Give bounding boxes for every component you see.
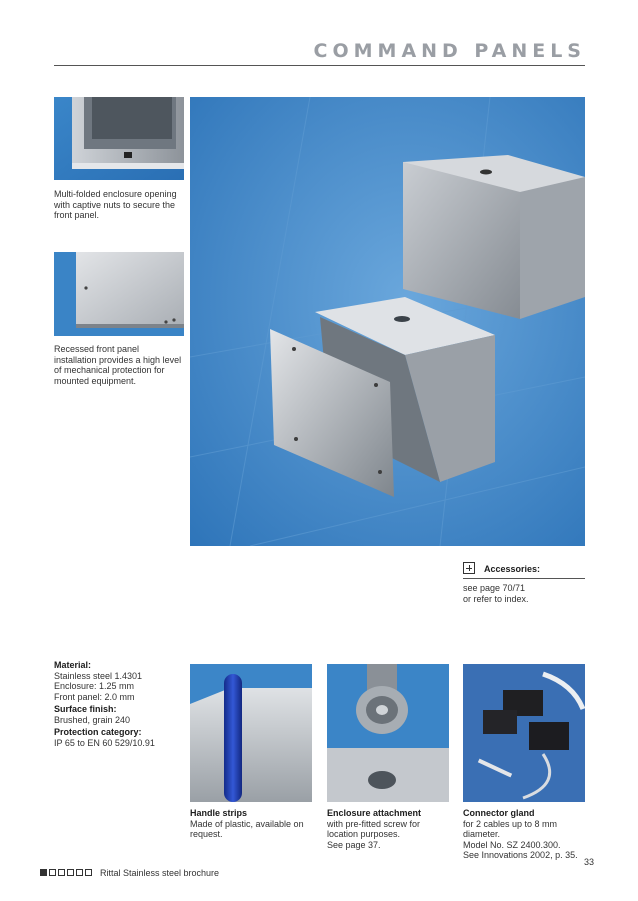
caption-line: diameter. (463, 829, 501, 839)
header-divider (54, 65, 585, 66)
caption-line: location purposes. (327, 829, 401, 839)
brochure-title: Rittal Stainless steel brochure (100, 868, 220, 878)
plus-icon (463, 562, 475, 574)
enclosure-attachment-caption (327, 808, 451, 850)
connector-gland-title: Connector gland (463, 808, 535, 818)
material-label: Material: (54, 660, 92, 670)
handle-strips-title: Handle strips (190, 808, 248, 818)
caption-line: request. (190, 829, 223, 839)
command-panel-main-photo (190, 97, 585, 546)
footer-squares (40, 869, 92, 876)
enclosure-attachment-photo (327, 664, 449, 802)
enclosure-attachment-title: Enclosure attachment (327, 808, 422, 818)
square-icon (76, 869, 83, 876)
protection-category-label: Protection category: (54, 727, 142, 737)
handle-strips-photo (190, 664, 312, 802)
spec-line: Brushed, grain 240 (54, 714, 131, 725)
spec-line: Front panel: 2.0 mm (54, 691, 135, 702)
accessories-line: or refer to index. (463, 593, 529, 604)
square-icon (40, 869, 47, 876)
accessories-line: see page 70/71 (463, 583, 526, 593)
recessed-panel-photo (54, 252, 184, 336)
accessories-text (463, 583, 585, 604)
caption-line: See page 37. (327, 839, 381, 850)
caption-line: for 2 cables up to 8 mm (463, 818, 558, 829)
connector-gland-photo (463, 664, 585, 802)
caption-line: Model No. SZ 2400.300. (463, 839, 561, 850)
square-icon (67, 869, 74, 876)
square-icon (85, 869, 92, 876)
page-number: 33 (583, 857, 594, 867)
spec-line: IP 65 to EN 60 529/10.91 (54, 737, 155, 748)
caption-line: See Innovations 2002, p. 35. (463, 850, 578, 860)
enclosure-opening-photo (54, 97, 184, 180)
square-icon (58, 869, 65, 876)
specifications (54, 660, 184, 748)
square-icon (49, 869, 56, 876)
recessed-panel-caption: Recessed front panel installation provides a high level of mechanical protection for mounted equipment. (54, 344, 182, 386)
caption-line: Made of plastic, available on (190, 818, 304, 829)
caption-line: with pre-fitted screw for (327, 818, 421, 829)
connector-gland-caption (463, 808, 587, 861)
enclosure-opening-caption: Multi-folded enclosure opening with captive nuts to secure the front panel. (54, 189, 177, 220)
accessories-label: Accessories: (484, 564, 541, 574)
page-title: COMMAND PANELS (313, 40, 586, 62)
accessories-divider (463, 578, 585, 579)
spec-line: Enclosure: 1.25 mm (54, 681, 135, 691)
handle-strips-caption (190, 808, 314, 840)
surface-finish-label: Surface finish: (54, 704, 117, 714)
spec-line: Stainless steel 1.4301 (54, 670, 143, 681)
